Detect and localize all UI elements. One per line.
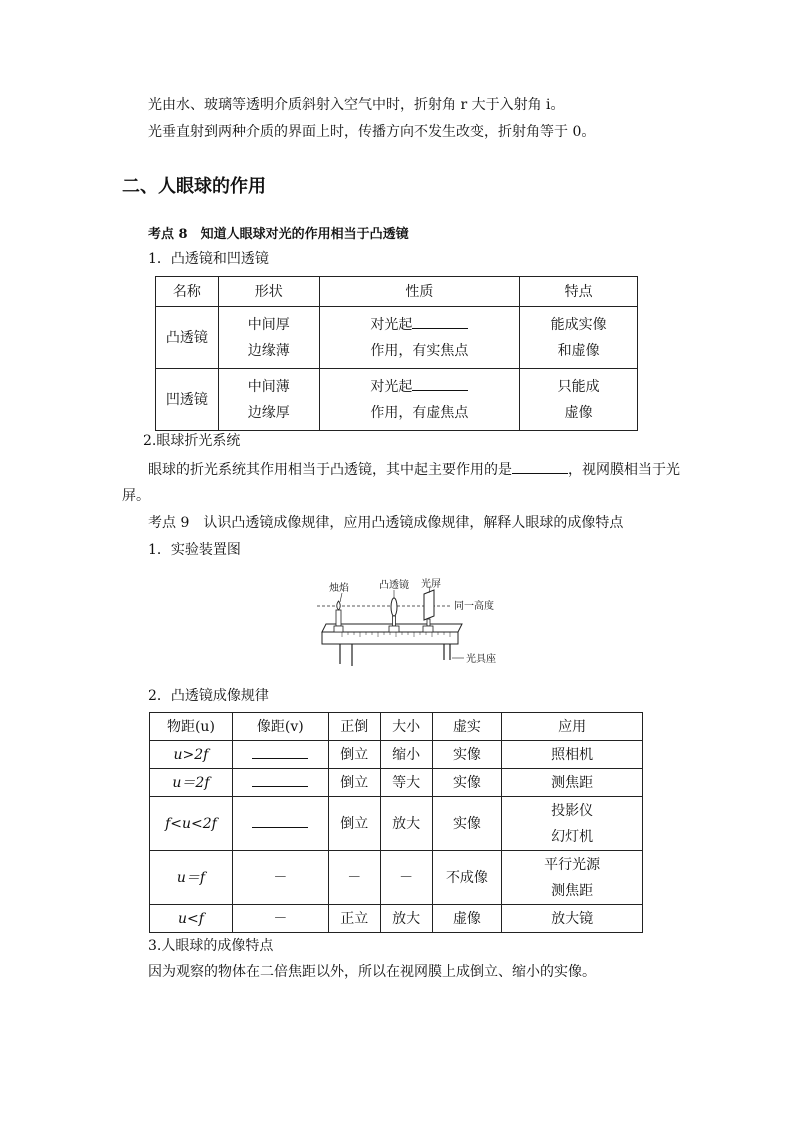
candle-label: 烛焰 bbox=[329, 583, 349, 594]
point8-title: 考点 8 知道人眼球对光的作用相当于凸透镜 bbox=[148, 227, 409, 242]
lens-name: 凹透镜 bbox=[156, 369, 219, 431]
table-header-cell: 特点 bbox=[520, 277, 638, 307]
lens-shape-line: 边缘厚 bbox=[247, 404, 290, 421]
lens-feature-line: 能成实像 bbox=[550, 316, 607, 333]
table-row bbox=[150, 741, 643, 769]
lens-property-text: 对光起 bbox=[370, 378, 413, 395]
imaging-table-header bbox=[150, 713, 643, 741]
orientation: 正立 bbox=[328, 905, 380, 933]
convex-lens-icon bbox=[391, 598, 397, 616]
size: 放大 bbox=[380, 797, 432, 851]
lens-shape bbox=[218, 369, 319, 431]
lens-label: 凸透镜 bbox=[379, 580, 409, 591]
lens-feature bbox=[520, 307, 638, 369]
point9-sub3: 3.人眼球的成像特点 bbox=[148, 938, 274, 954]
point9-sub2: 2．凸透镜成像规律 bbox=[148, 688, 269, 704]
paragraph-text: 眼球的折光系统其作用相当于凸透镜，其中起主要作用的是 bbox=[148, 462, 512, 478]
lens-feature-line: 和虚像 bbox=[557, 342, 600, 359]
lens-shape bbox=[218, 307, 319, 369]
table-row bbox=[156, 307, 638, 369]
table-header-cell: 大小 bbox=[380, 713, 432, 741]
candle-icon bbox=[336, 610, 341, 626]
light-screen-icon bbox=[424, 590, 434, 620]
lens-property-text: 对光起 bbox=[370, 316, 413, 333]
object-distance: u>2f bbox=[150, 741, 233, 769]
application bbox=[502, 797, 643, 851]
real-virtual: 实像 bbox=[432, 741, 502, 769]
point9-conclusion: 因为观察的物体在二倍焦距以外，所以在视网膜上成倒立、缩小的实像。 bbox=[148, 964, 596, 980]
table-header-cell: 像距(v) bbox=[232, 713, 328, 741]
object-distance: u＝2f bbox=[150, 769, 233, 797]
screen-stand-icon bbox=[427, 619, 430, 626]
answer-blank[interactable] bbox=[252, 813, 308, 828]
lens-shape-line: 中间厚 bbox=[247, 316, 290, 333]
table-row bbox=[150, 905, 643, 933]
object-distance: u<f bbox=[150, 905, 233, 933]
image-distance bbox=[232, 741, 328, 769]
real-virtual: 不成像 bbox=[432, 851, 502, 905]
imaging-rules-table bbox=[149, 712, 643, 933]
application-line: 平行光源 bbox=[544, 856, 601, 873]
orientation: 倒立 bbox=[328, 741, 380, 769]
answer-blank[interactable] bbox=[252, 744, 308, 759]
section-title: 二、人眼球的作用 bbox=[122, 176, 266, 197]
lens-shape-line: 中间薄 bbox=[247, 378, 290, 395]
intro-line-1: 光由水、玻璃等透明介质斜射入空气中时，折射角 r 大于入射角 i。 bbox=[148, 97, 565, 113]
answer-blank[interactable] bbox=[412, 376, 468, 391]
lens-property-text: 作用，有实焦点 bbox=[370, 342, 469, 359]
same-height-label: 同一高度 bbox=[454, 601, 494, 612]
answer-blank[interactable] bbox=[252, 772, 308, 787]
size: － bbox=[380, 851, 432, 905]
lens-property bbox=[319, 369, 520, 431]
lens-stand-icon bbox=[393, 616, 396, 626]
image-distance bbox=[232, 769, 328, 797]
lens-property-text: 作用，有虚焦点 bbox=[370, 404, 469, 421]
real-virtual: 虚像 bbox=[432, 905, 502, 933]
lens-table-header bbox=[156, 277, 638, 307]
application-line: 幻灯机 bbox=[551, 828, 594, 845]
table-row bbox=[150, 797, 643, 851]
size: 缩小 bbox=[380, 741, 432, 769]
bench-label: 光具座 bbox=[466, 654, 496, 665]
table-header-cell: 正倒 bbox=[328, 713, 380, 741]
real-virtual: 实像 bbox=[432, 797, 502, 851]
application bbox=[502, 851, 643, 905]
table-header-cell: 性质 bbox=[319, 277, 520, 307]
screen-holder-icon bbox=[423, 626, 433, 632]
application-line: 投影仪 bbox=[551, 802, 594, 819]
point9-title: 考点 9 认识凸透镜成像规律，应用凸透镜成像规律，解释人眼球的成像特点 bbox=[148, 515, 624, 531]
lens-table bbox=[155, 276, 638, 431]
lens-feature bbox=[520, 369, 638, 431]
table-header-cell: 名称 bbox=[156, 277, 219, 307]
lens-shape-line: 边缘薄 bbox=[247, 342, 290, 359]
orientation: － bbox=[328, 851, 380, 905]
orientation: 倒立 bbox=[328, 769, 380, 797]
answer-blank[interactable] bbox=[512, 459, 568, 474]
point8-sub1: 1．凸透镜和凹透镜 bbox=[148, 251, 269, 267]
object-distance: f<u<2f bbox=[150, 797, 233, 851]
table-header-cell: 应用 bbox=[502, 713, 643, 741]
intro-line-2: 光垂直射到两种介质的界面上时，传播方向不发生改变，折射角等于 0。 bbox=[148, 124, 596, 140]
answer-blank[interactable] bbox=[412, 314, 468, 329]
table-header-cell: 虚实 bbox=[432, 713, 502, 741]
point8-paragraph bbox=[148, 459, 680, 480]
point8-paragraph-end: 屏。 bbox=[122, 488, 150, 504]
lens-feature-line: 只能成 bbox=[557, 378, 600, 395]
application: 测焦距 bbox=[502, 769, 643, 797]
optical-bench-figure bbox=[312, 576, 512, 670]
size: 放大 bbox=[380, 905, 432, 933]
lens-name: 凸透镜 bbox=[156, 307, 219, 369]
paragraph-text: ，视网膜相当于光 bbox=[568, 462, 680, 478]
flame-icon bbox=[337, 601, 341, 610]
application: 照相机 bbox=[502, 741, 643, 769]
application-line: 测焦距 bbox=[551, 882, 594, 899]
orientation: 倒立 bbox=[328, 797, 380, 851]
point9-sub1: 1．实验装置图 bbox=[148, 542, 241, 558]
lens-feature-line: 虚像 bbox=[564, 404, 593, 421]
screen-label: 光屏 bbox=[421, 579, 441, 590]
table-header-cell: 形状 bbox=[218, 277, 319, 307]
image-distance: － bbox=[232, 851, 328, 905]
lens-property bbox=[319, 307, 520, 369]
candle-holder-icon bbox=[334, 626, 343, 632]
table-row bbox=[156, 369, 638, 431]
application: 放大镜 bbox=[502, 905, 643, 933]
leader-line bbox=[340, 593, 342, 602]
point8-sub2: 2.眼球折光系统 bbox=[143, 433, 241, 449]
object-distance: u＝f bbox=[150, 851, 233, 905]
image-distance: － bbox=[232, 905, 328, 933]
lens-holder-icon bbox=[389, 626, 399, 632]
table-row bbox=[150, 851, 643, 905]
table-row bbox=[150, 769, 643, 797]
real-virtual: 实像 bbox=[432, 769, 502, 797]
image-distance bbox=[232, 797, 328, 851]
table-header-cell: 物距(u) bbox=[150, 713, 233, 741]
size: 等大 bbox=[380, 769, 432, 797]
